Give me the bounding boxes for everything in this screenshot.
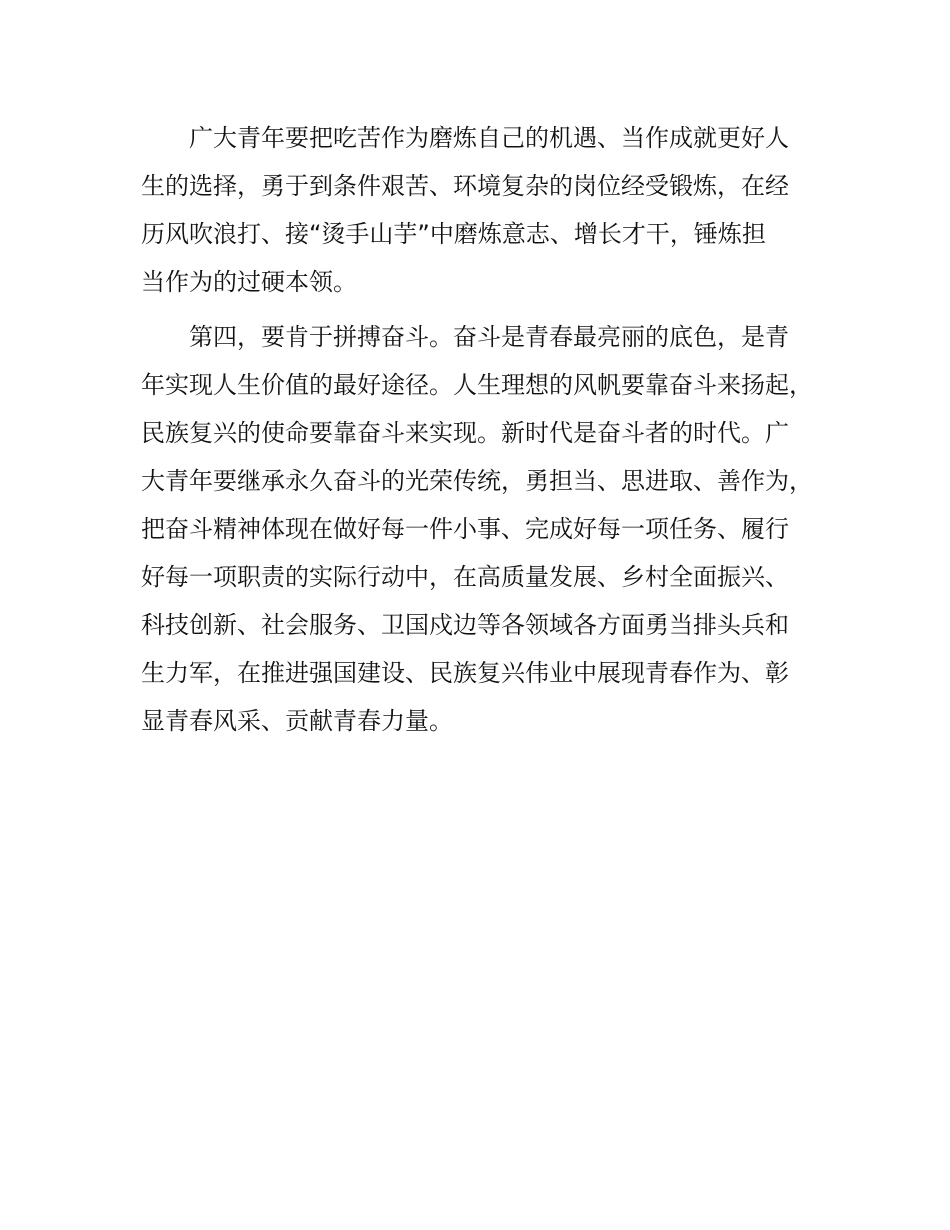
text-line: 生的选择，勇于到条件艰苦、环境复杂的岗位经受锻炼，在经: [141, 172, 789, 200]
text-line: 年实现人生价值的最好途径。人生理想的风帆要靠奋斗来扬起，: [141, 371, 813, 399]
paragraph-2: [141, 313, 841, 745]
text-line: 把奋斗精神体现在做好每一件小事、完成好每一项任务、履行: [141, 515, 789, 543]
body-text: [141, 114, 841, 745]
text-line: 科技创新、社会服务、卫国戍边等各领域各方面勇当排头兵和: [141, 611, 789, 639]
paragraph-1: [141, 114, 841, 306]
text-line: 好每一项职责的实际行动中，在高质量发展、乡村全面振兴、: [141, 563, 789, 591]
text-line: 民族复兴的使命要靠奋斗来实现。新时代是奋斗者的时代。广: [141, 419, 789, 447]
text-line: 当作为的过硬本领。: [141, 268, 357, 296]
text-line: 第四，要肯于拼搏奋斗。奋斗是青春最亮丽的底色，是青: [141, 323, 789, 351]
text-line: 大青年要继承永久奋斗的光荣传统，勇担当、思进取、善作为，: [141, 467, 813, 495]
text-line: 生力军，在推进强国建设、民族复兴伟业中展现青春作为、彰: [141, 659, 789, 687]
text-line: 历风吹浪打、接“烫手山芋”中磨炼意志、增长才干，锤炼担: [141, 220, 766, 248]
paragraph-spacer: [141, 306, 841, 313]
text-line: 显青春风采、贡献青春力量。: [141, 707, 453, 735]
text-line: 广大青年要把吃苦作为磨炼自己的机遇、当作成就更好人: [141, 124, 789, 152]
